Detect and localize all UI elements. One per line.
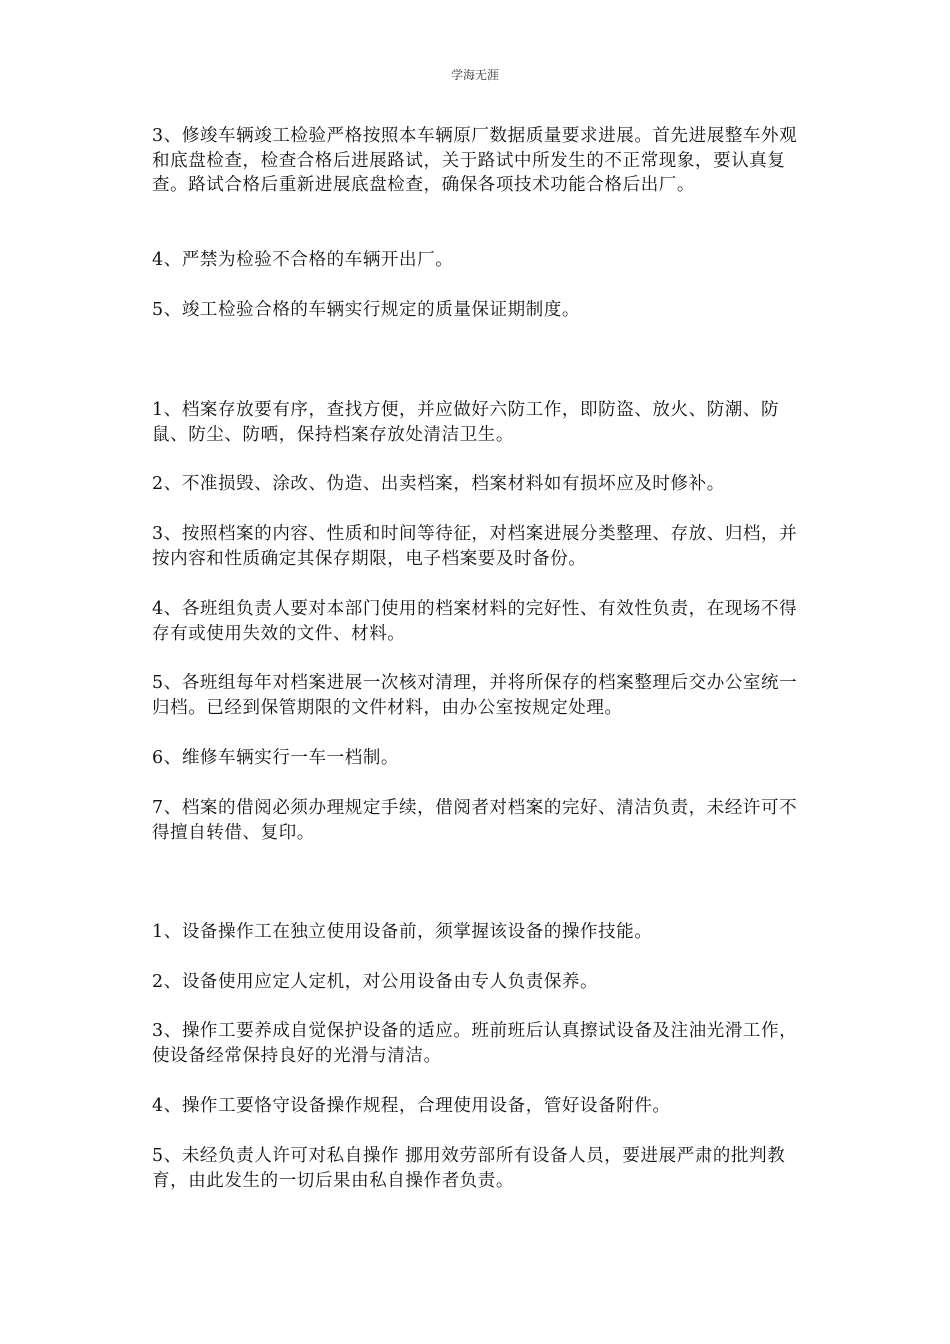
paragraph-s2-item-6: 6、维修车辆实行一车一档制。 [152, 748, 400, 768]
paragraph-s3-item-5: 5、未经负责人许可对私自操作 挪用效劳部所有设备人员，要进展严肃的批判教育，由此发生的一切后果由私自操作者负责。 [152, 1146, 786, 1191]
paragraph-s2-item-4: 4、各班组负责人要对本部门使用的档案材料的完好性、有效性负责，在现场不得存有或使用失效的文件、材料。 [152, 599, 798, 644]
page-header: 学海无涯 [450, 68, 499, 82]
paragraph-s2-item-3: 3、按照档案的内容、性质和时间等待征，对档案进展分类整理、存放、归档，并按内容和性质确定其保存期限，电子档案要及时备份。 [152, 524, 798, 569]
paragraph-s3-item-3: 3、操作工要养成自觉保护设备的适应。班前班后认真擦试设备及注油光滑工作，使设备经常保持良好的光滑与清洁。 [152, 1021, 798, 1066]
paragraph-s3-item-4: 4、操作工要恪守设备操作规程，合理使用设备，管好设备附件。 [152, 1096, 671, 1116]
paragraph-s2-item-1: 1、档案存放要有序，查找方便，并应做好六防工作，即防盗、放火、防潮、防鼠、防尘、防晒，保持档案存放处清洁卫生。 [152, 400, 780, 445]
paragraph-s1-item-5: 5、竣工检验合格的车辆实行规定的质量保证期制度。 [152, 300, 581, 320]
paragraph-s3-item-2: 2、设备使用应定人定机，对公用设备由专人负责保养。 [152, 972, 599, 992]
paragraph-s2-item-7: 7、档案的借阅必须办理规定手续，借阅者对档案的完好、清洁负责，未经许可不得擅自转借、复印。 [152, 798, 798, 843]
paragraph-s2-item-2: 2、不准损毁、涂改、伪造、出卖档案，档案材料如有损坏应及时修补。 [152, 474, 725, 494]
paragraph-s1-item-4: 4、严禁为检验不合格的车辆开出厂。 [152, 250, 454, 270]
paragraph-s1-item-3: 3、修竣车辆竣工检验严格按照本车辆原厂数据质量要求进展。首先进展整车外观和底盘检查，检查合格后进展路试，关于路试中所发生的不正常现象，要认真复查。路试合格后重新进展底盘检查，确保各项技术功能合格后出厂。 [152, 126, 798, 195]
paragraph-s3-item-1: 1、设备操作工在独立使用设备前，须掌握该设备的操作技能。 [152, 922, 653, 942]
paragraph-s2-item-5: 5、各班组每年对档案进展一次核对清理，并将所保存的档案整理后交办公室统一归档。已经到保管期限的文件材料，由办公室按规定处理。 [152, 673, 798, 718]
